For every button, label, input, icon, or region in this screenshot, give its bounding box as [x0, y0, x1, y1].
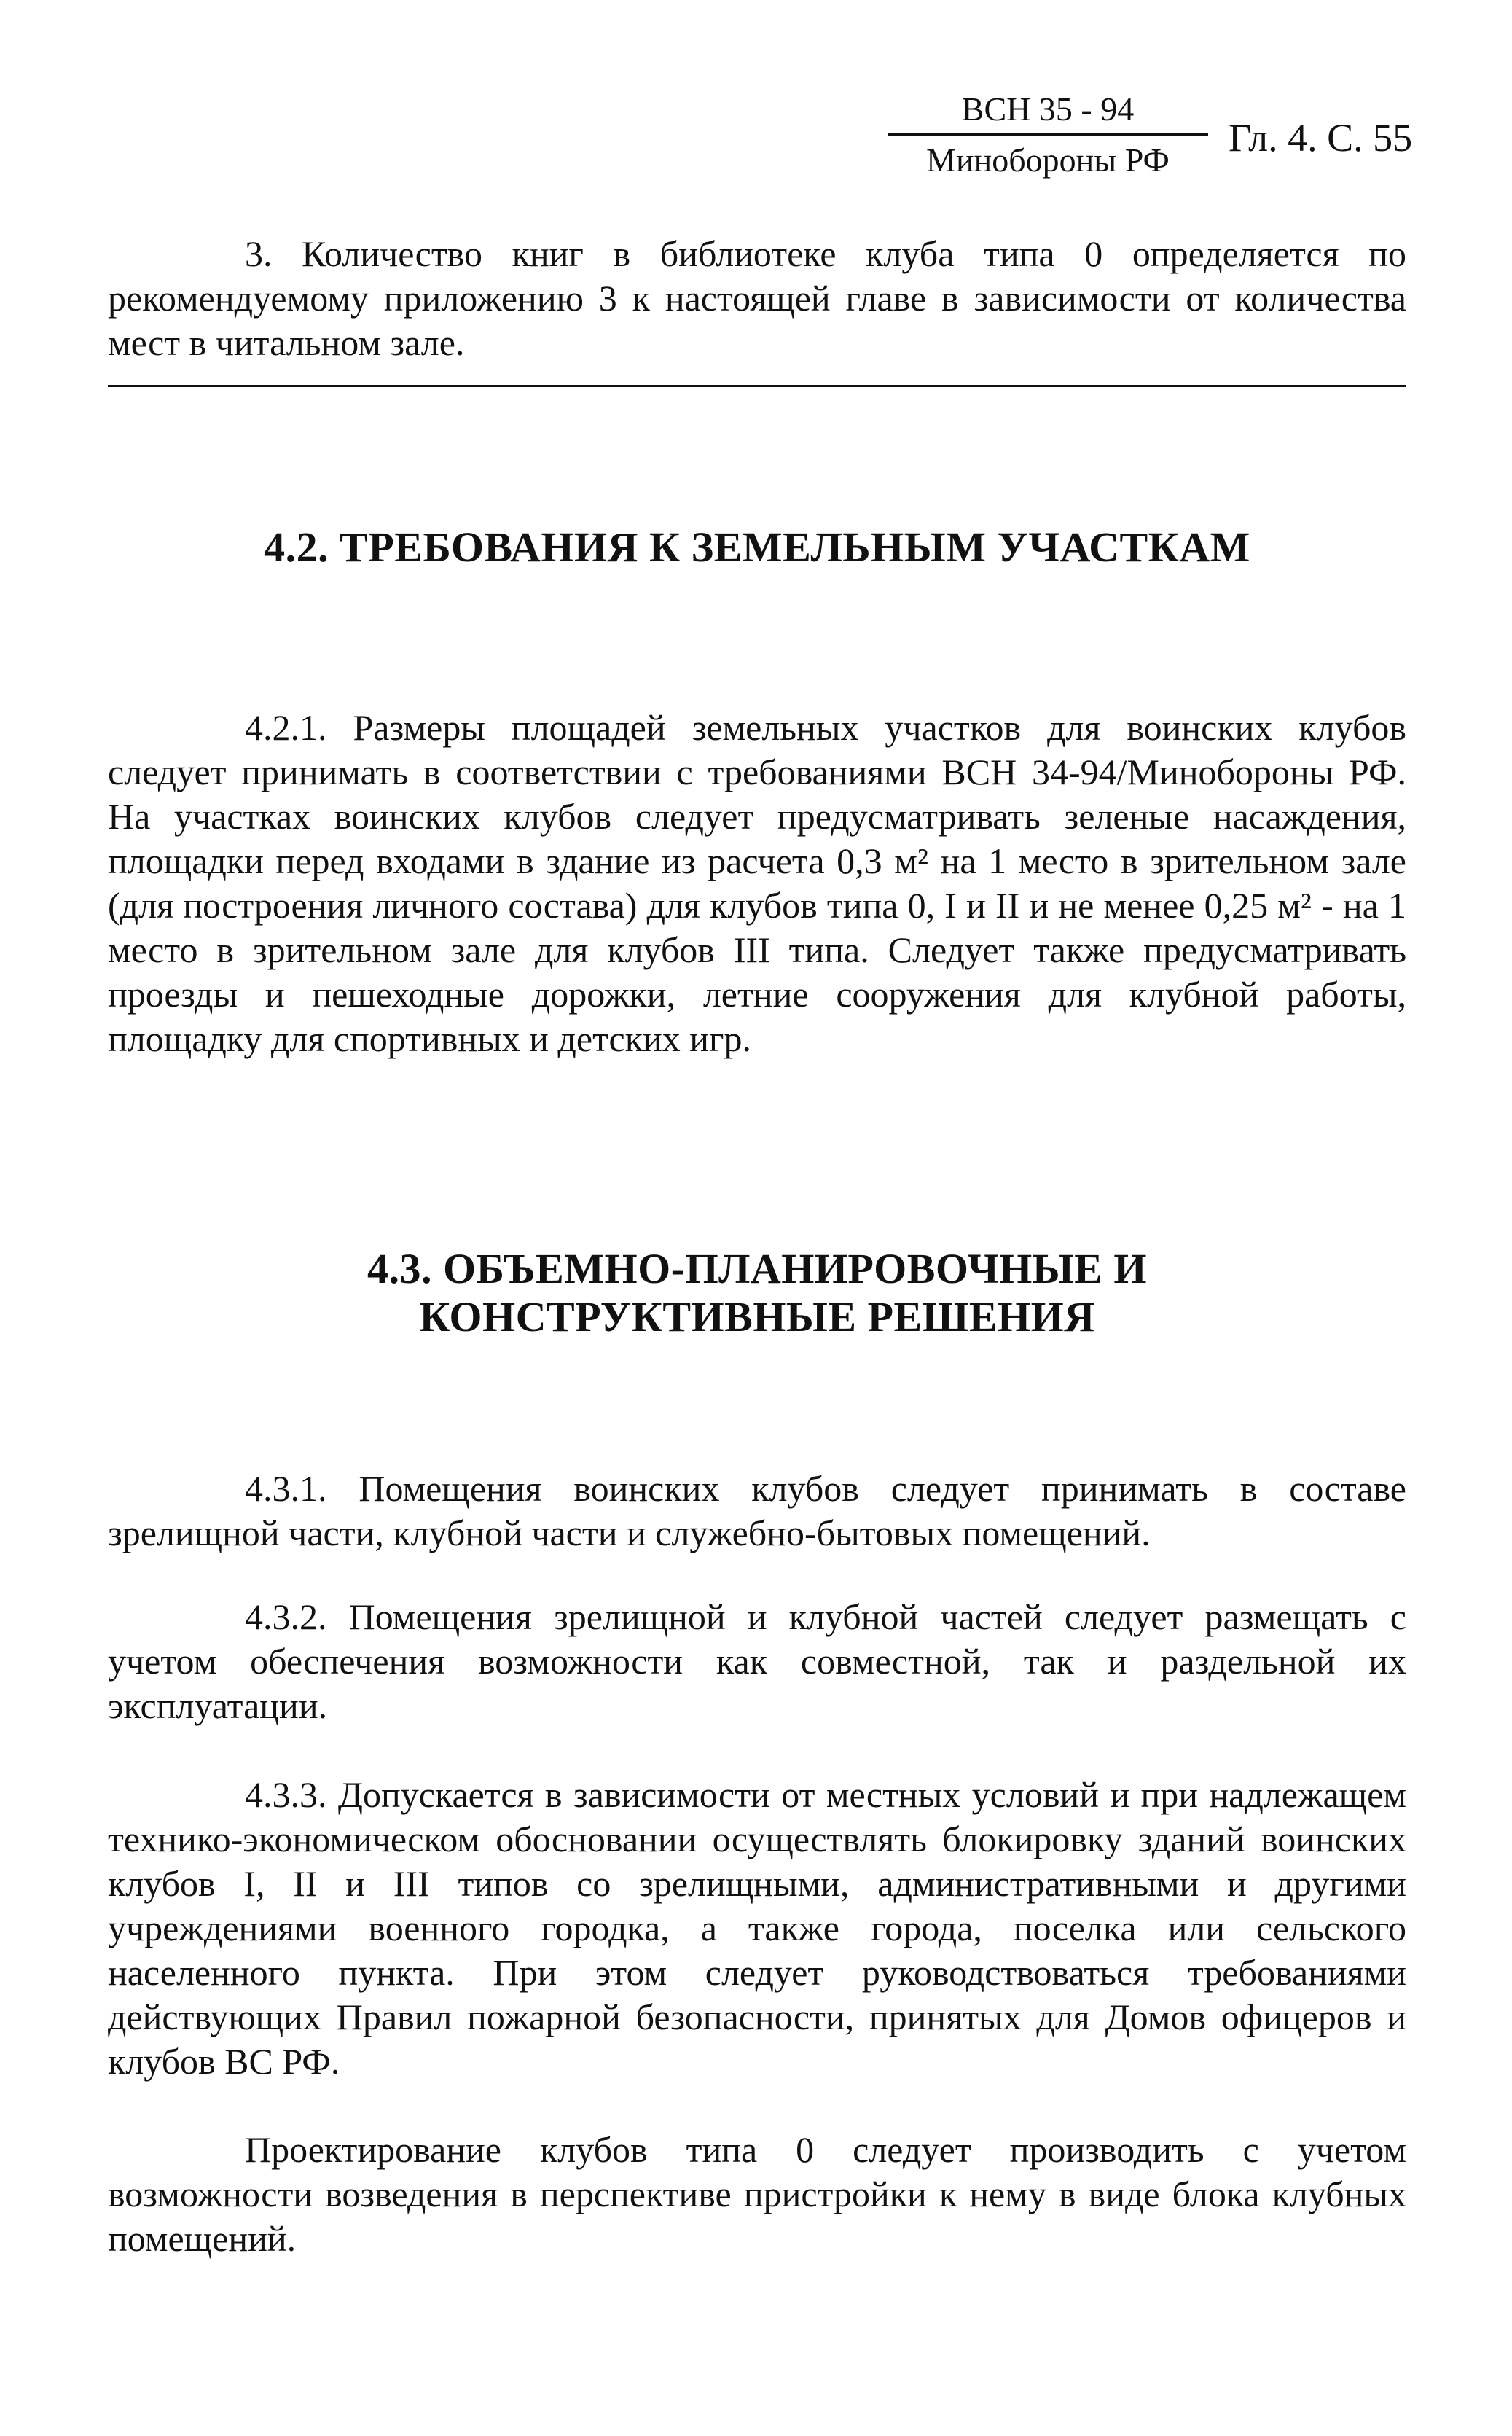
- ministry-name: Минобороны РФ: [926, 141, 1170, 179]
- paragraph-4-3-3: 4.3.3. Допускается в зависимости от местных условий и при надлежащем технико-экономическом обосновании осуществлять блокировку зданий воинских клубов I, II и III типов со зрелищными, административными и другими учреждениями военного городка, а также города, поселка или сельского населенного пункта. При этом следует руководствоваться требованиями действующих Правил пожарной безопасности, принятых для Домов офицеров и клубов ВС РФ.: [108, 1774, 1406, 2082]
- paragraph-4-3-3-continued: Проектирование клубов типа 0 следует производить с учетом возможности возведения в перспективе пристройки к нему в виде блока клубных помещений.: [108, 2129, 1406, 2259]
- section-divider: [108, 385, 1406, 387]
- section-heading-4-3-line-2: КОНСТРУКТИВНЫЕ РЕШЕНИЯ: [419, 1293, 1095, 1340]
- paragraph-4-3-2: 4.3.2. Помещения зрелищной и клубной частей следует размещать с учетом обеспечения возможности как совместной, так и раздельной их эксплуатации.: [108, 1596, 1406, 1726]
- page-header: [888, 87, 1412, 197]
- chapter-page-number: Гл. 4. С. 55: [1229, 116, 1413, 160]
- document-code-fraction: [888, 87, 1208, 182]
- paragraph-4-3-1: 4.3.1. Помещения воинских клубов следует принимать в составе зрелищной части, клубной части и служебно-бытовых помещений.: [108, 1468, 1406, 1553]
- document-code: ВСН 35 - 94: [888, 87, 1208, 136]
- paragraph-3: 3. Количество книг в библиотеке клуба типа 0 определяется по рекомендуемому приложению 3 к настоящей главе в зависимости от количества мест в читальном зале.: [108, 233, 1406, 363]
- section-heading-4-2: 4.2. ТРЕБОВАНИЯ К ЗЕМЕЛЬНЫМ УЧАСТКАМ: [264, 523, 1250, 571]
- paragraph-4-2-1: 4.2.1. Размеры площадей земельных участков для воинских клубов следует принимать в соответствии с требованиями ВСН 34-94/Минобороны РФ. На участках воинских клубов следует предусматривать зеленые насаждения, площадки перед входами в здание из расчета 0,3 м² на 1 место в зрительном зале (для построения личного состава) для клубов типа 0, I и II и не менее 0,25 м² - на 1 место в зрительном зале для клубов III типа. Следует также предусматривать проезды и пешеходные дорожки, летние сооружения для клубной работы, площадку для спортивных и детских игр.: [108, 707, 1406, 1059]
- section-heading-4-3-line-1: 4.3. ОБЪЕМНО-ПЛАНИРОВОЧНЫЕ И: [367, 1245, 1148, 1292]
